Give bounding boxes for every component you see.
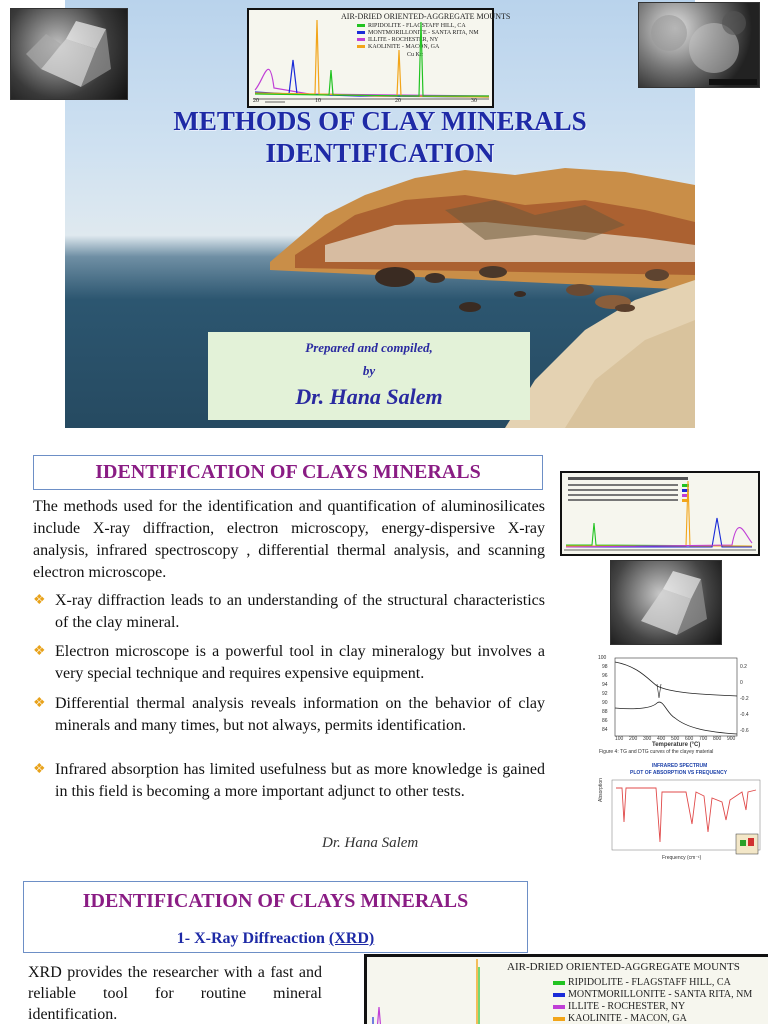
xrd-tick-label: 20 [395,98,401,104]
list-item: ❖ Infrared absorption has limited usefulness but as more knowledge is gained in this field is becoming a more important adjunct to other tests. [33,761,545,800]
list-item: ❖ X-ray diffraction leads to an understanding of the structural characteristics of the clay mineral. [33,592,545,631]
xrd-tick-label: 10 [315,98,321,104]
author-name: Dr. Hana Salem [295,384,443,409]
xrd-pattern-chart [364,954,768,1024]
sem-crystal-image [610,560,722,645]
dtg-y-tick: -0.4 [740,712,749,718]
slide-title: IDENTIFICATION OF CLAYS MINERALS [33,455,543,490]
cover-title-line: METHODS OF CLAY MINERALS [173,106,587,136]
tg-figure-caption: Figure 4: TG and DTG curves of the clayey material [599,749,714,755]
cover-slide [0,0,768,430]
tg-y-tick: 86 [602,718,608,724]
tg-x-tick: 400 [657,736,666,742]
diamond-bullet-icon: ❖ [33,644,46,659]
xrd-chart-title: AIR-DRIED ORIENTED-AGGREGATE MOUNTS [507,961,740,973]
xrd-legend-item: MONTMORILLONITE - SANTA RITA, NM [357,30,479,36]
signature: Dr. Hana Salem [322,835,419,851]
tg-y-tick: 88 [602,709,608,715]
ir-x-axis-label: Frequency (cm⁻¹) [662,855,702,861]
tg-x-tick: 800 [713,736,722,742]
tg-y-tick: 98 [602,664,608,670]
diamond-bullet-icon: ❖ [33,762,46,777]
tg-x-tick: 300 [643,736,652,742]
ir-title: INFRARED SPECTRUM [652,763,708,769]
tg-y-tick: 92 [602,691,608,697]
tg-dtg-chart [597,648,767,756]
tg-x-tick: 100 [615,736,624,742]
slide-title: IDENTIFICATION OF CLAYS MINERALS [82,890,469,912]
dtg-y-tick: -0.2 [740,696,749,702]
diamond-bullet-icon: ❖ [33,593,46,608]
identification-slide [0,445,768,865]
dtg-y-tick: 0 [740,680,743,686]
cover-title [65,105,695,169]
xrd-legend-item: KAOLINITE - MACON, GA [357,44,439,50]
tg-y-tick: 90 [602,700,608,706]
sem-crystal-image [10,8,128,100]
list-item: ❖ Electron microscope is a powerful tool in clay mineralogy but involves a very special technique and requires expensive equipment. [33,643,545,682]
tg-x-tick: 500 [671,736,680,742]
slide-title-box [23,881,528,953]
tg-x-tick: 600 [685,736,694,742]
tg-x-tick: 700 [699,736,708,742]
xrd-chart-title: AIR-DRIED ORIENTED-AGGREGATE MOUNTS [341,12,511,21]
xrd-tick-label: 20 [253,98,259,104]
tg-y-tick: 100 [598,655,607,661]
dtg-y-tick: 0.2 [740,664,747,670]
author-credit-box [208,332,530,420]
credit-text: Prepared and compiled, [305,340,433,355]
tg-y-tick: 84 [602,727,608,733]
xrd-pattern-chart [247,8,511,108]
credit-text: by [362,363,376,378]
xrd-legend-item: RIPIDOLITE - FLAGSTAFF HILL, CA [357,23,466,29]
infrared-spectrum-chart [596,762,768,865]
ir-subtitle: PLOT OF ABSORPTION VS FREQUENCY [630,770,728,776]
tg-x-tick: 200 [629,736,638,742]
xrd-legend-item: ILLITE - ROCHESTER, NY [553,1001,685,1012]
xrd-description: XRD provides the researcher with a fast and reliable tool for routine mineral identification. [28,964,322,1023]
xrd-legend-item: RIPIDOLITE - FLAGSTAFF HILL, CA [553,977,731,988]
tg-x-axis-label: Temperature (°C) [652,742,701,748]
xrd-legend-item: MONTMORILLONITE - SANTA RITA, NM [553,989,752,1000]
xrd-pattern-mirrored-image [560,471,760,556]
diamond-bullet-icon: ❖ [33,696,46,711]
cover-title-line: IDENTIFICATION [265,138,495,168]
xrd-radiation-label: Cu Kα [407,52,423,58]
xrd-legend-item: ILLITE - ROCHESTER, NY [357,37,438,43]
intro-paragraph: The methods used for the identification and quantification of aluminosilicates include X-ray diffraction, electron microscopy, energy-dispersive X-ray analysis, infrared spectroscopy , differential thermal analysis, and scanning electron microscope. [33,498,545,581]
tg-x-tick: 900 [727,736,736,742]
tg-y-tick: 94 [602,682,608,688]
list-item: ❖ Differential thermal analysis reveals information on the behavior of clay minerals and many times, but not always, permits identification. [33,695,545,734]
xrd-legend-item: KAOLINITE - MACON, GA [553,1013,687,1024]
dtg-y-tick: -0.6 [740,728,749,734]
slide-subtitle: 1- X-Ray Diffreaction (XRD) [176,930,375,947]
sem-micrograph-image [638,2,760,88]
xrd-tick-label: 30 [471,98,477,104]
ir-y-axis-label: Absorption [598,778,604,802]
xrd-slide [0,878,768,1024]
tg-y-tick: 96 [602,673,608,679]
